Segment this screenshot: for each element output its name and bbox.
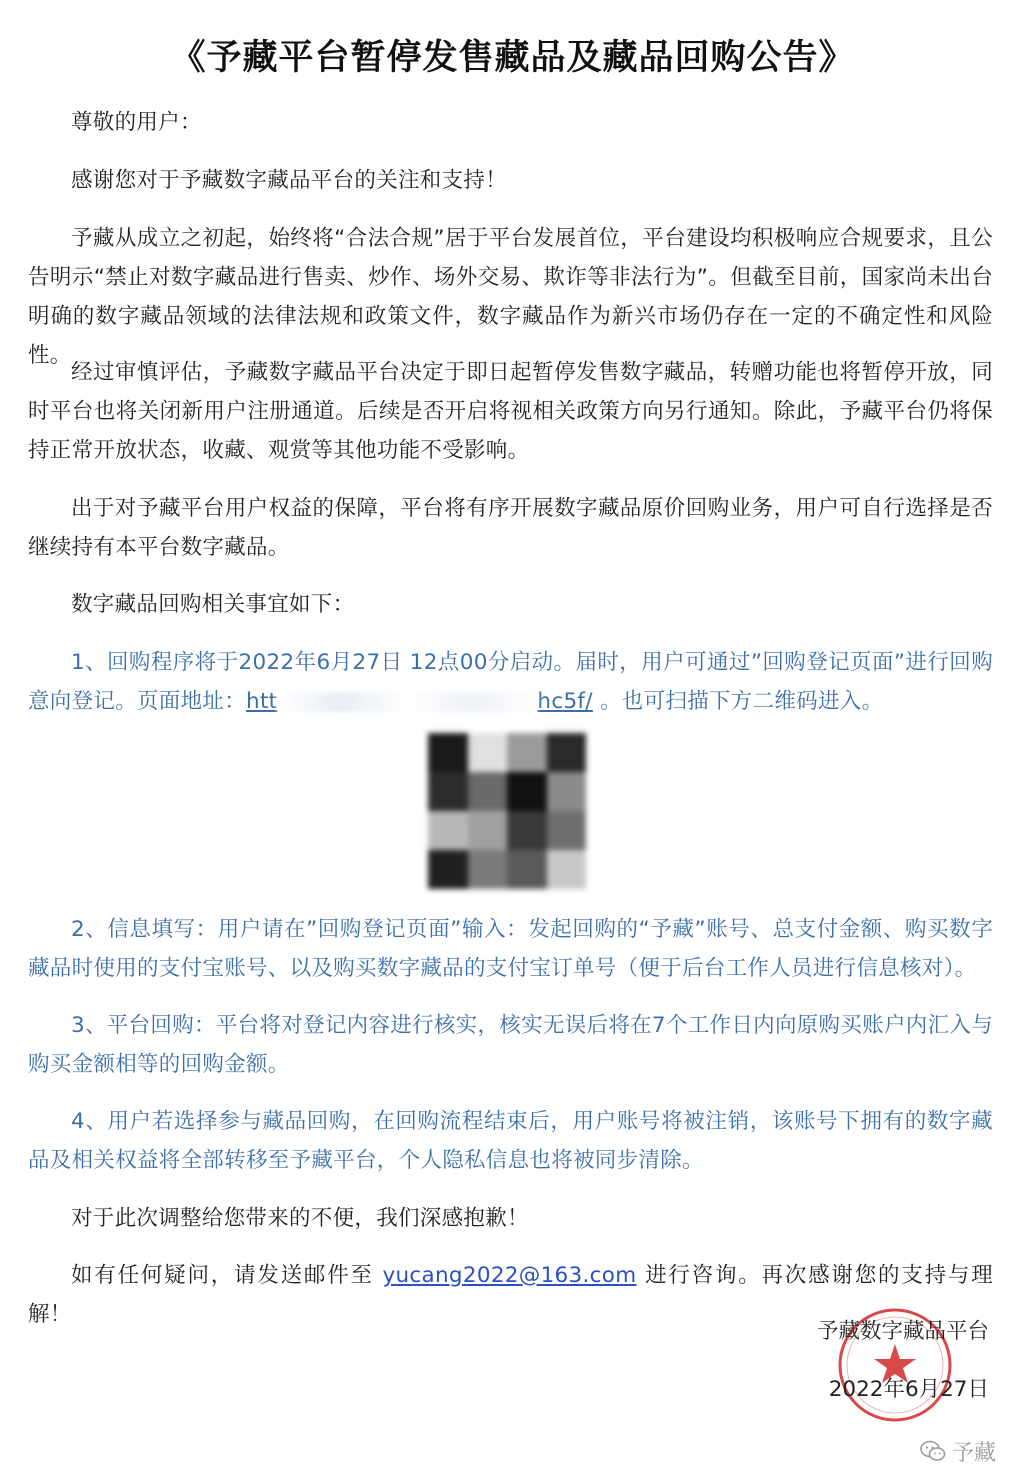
thanks-line: 感谢您对于予藏数字藏品平台的关注和支持！: [71, 168, 508, 193]
page-title: 《予藏平台暂停发售藏品及藏品回购公告》: [170, 38, 855, 78]
qr-code-image[interactable]: [428, 733, 586, 889]
items-intro: 数字藏品回购相关事宜如下：: [71, 592, 355, 617]
item-1: [28, 643, 993, 721]
url-blur: [277, 692, 537, 712]
wechat-watermark: [920, 1436, 996, 1466]
item-2: 2、信息填写：用户请在”回购登记页面”输入：发起回购的“予藏”账号、总支付金额、购买数字藏品时使用的支付宝账号、以及购买数字藏品的支付宝订单号（便于后台工作人员进行信息核对）。: [28, 917, 993, 981]
paragraph-compliance: 予藏从成立之初起，始终将“合法合规”居于平台发展首位，平台建设均积极响应合规要求，且公告明示“禁止对数字藏品进行售卖、炒作、场外交易、欺诈等非法行为”。但截至目前，国家尚未出台明确的数字藏品领域的法律法规和政策文件，数字藏品作为新兴市场仍存在一定的不确定性和风险性。: [28, 226, 993, 368]
watermark-text: 予藏: [952, 1440, 997, 1466]
email-link[interactable]: yucang2022@163.com: [382, 1263, 637, 1288]
paragraph-buyback: 出于对予藏平台用户权益的保障，平台将有序开展数字藏品原价回购业务，用户可自行选择是否继续持有本平台数字藏品。: [28, 496, 993, 560]
item-1-text-end: 。也可扫描下方二维码进入。: [592, 689, 884, 714]
item-1-url-tail[interactable]: hc5f/: [537, 689, 593, 714]
item-1-url[interactable]: htt: [246, 689, 278, 714]
greeting: 尊敬的用户：: [71, 110, 202, 135]
signature-date: 2022年6月27日: [828, 1377, 989, 1402]
wechat-icon: [920, 1440, 946, 1462]
paragraph-suspension: 经过审慎评估，予藏数字藏品平台决定于即日起暂停发售数字藏品，转赠功能也将暂停开放，同时平台也将关闭新用户注册通道。后续是否开启将视相关政策方向另行通知。除此，予藏平台仍将保持正常开放状态，收藏、观赏等其他功能不受影响。: [28, 360, 993, 463]
item-1-text: 1、回购程序将于2022年6月27日 12点00分启动。届时，用户可通过”回购登记页面”进行回购意向登记。页面地址：: [28, 650, 993, 714]
item-3: 3、平台回购：平台将对登记内容进行核实，核实无误后将在7个工作日内向原购买账户内汇入与购买金额相等的回购金额。: [28, 1013, 993, 1077]
contact-prefix: 如有任何疑问，请发送邮件至: [71, 1263, 383, 1288]
item-4: 4、用户若选择参与藏品回购，在回购流程结束后，用户账号将被注销，该账号下拥有的数字藏品及相关权益将全部转移至予藏平台，个人隐私信息也将被同步清除。: [28, 1109, 993, 1173]
contact-suffix: 进行咨询。再次感谢您的支持与理解！: [28, 1263, 993, 1327]
apology-line: 对于此次调整给您带来的不便，我们深感抱歉！: [71, 1206, 529, 1231]
signature-org: 予藏数字藏品平台: [816, 1319, 989, 1344]
